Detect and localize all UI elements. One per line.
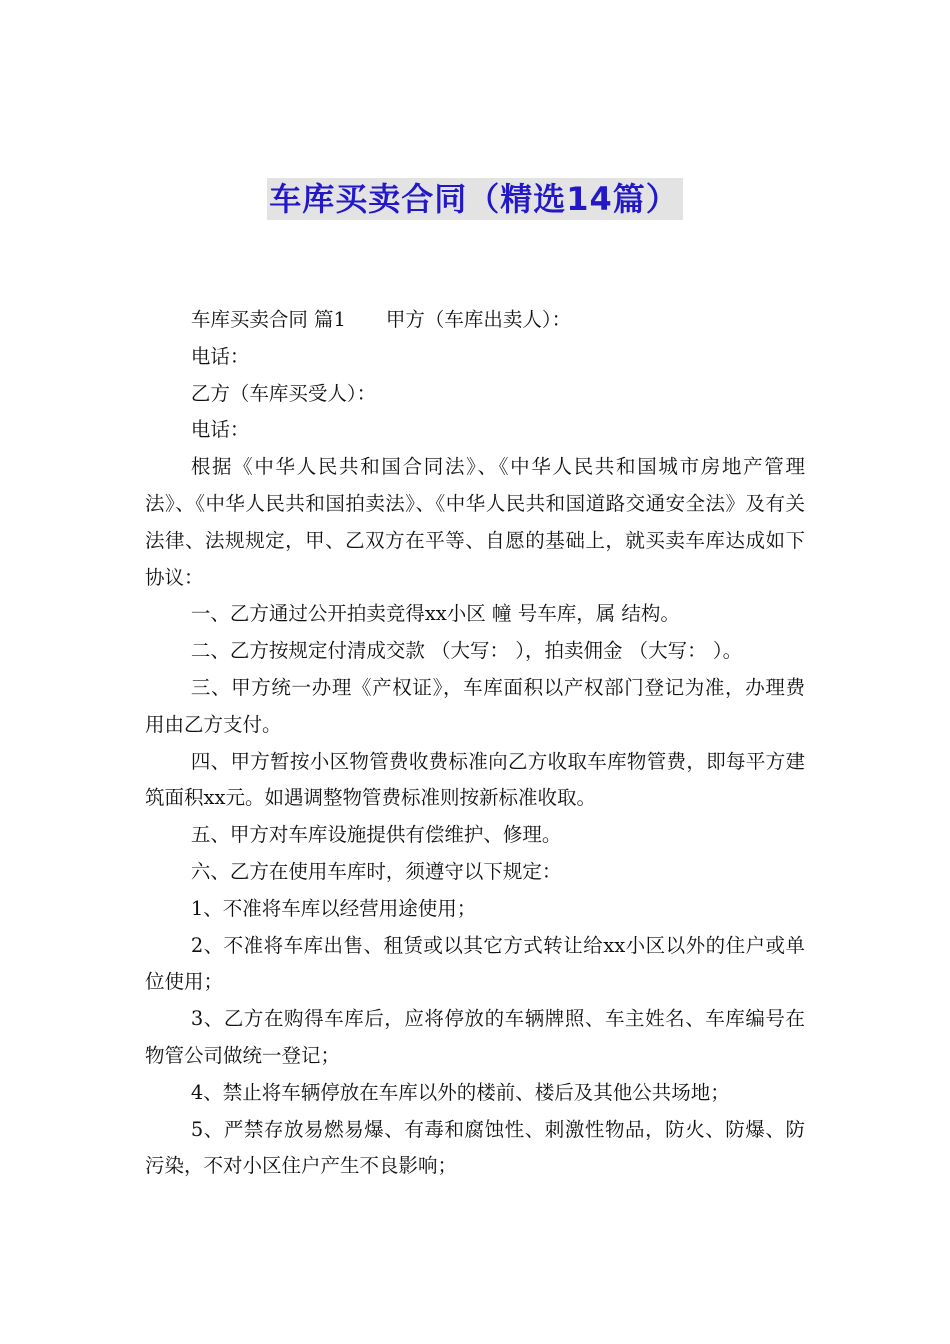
- paragraph-rule-3: 3、乙方在购得车库后，应将停放的车辆牌照、车主姓名、车库编号在物管公司做统一登记；: [145, 1007, 805, 1067]
- phone-b-line: 电话：: [190, 418, 250, 442]
- document-title: 车库买卖合同（精选14篇）: [267, 178, 683, 220]
- document-body: [145, 302, 805, 1185]
- paragraph-clause-3: 三、甲方统一办理《产权证》，车库面积以产权部门登记为准，办理费用由乙方支付。: [145, 675, 805, 736]
- phone-a-line: 电话：: [190, 344, 250, 368]
- paragraph-rule-2: 2、不准将车库出售、租赁或以其它方式转让给xx小区以外的住户或单位使用；: [145, 933, 805, 994]
- paragraph-clause-5: 五、甲方对车库设施提供有偿维护、修理。: [190, 823, 562, 847]
- intro-line: [145, 302, 805, 339]
- paragraph-rule-1: 1、不准将车库以经营用途使用；: [190, 896, 477, 920]
- paragraph-rule-4: 4、禁止将车辆停放在车库以外的楼前、楼后及其他公共场地；: [190, 1080, 730, 1104]
- party-a-label: 甲方（车库出卖人）：: [385, 308, 572, 331]
- paragraph-rule-5: 5、严禁存放易燃易爆、有毒和腐蚀性、刺激性物品，防火、防爆、防污染，不对小区住户产生不良影响；: [145, 1117, 805, 1178]
- paragraph-clause-2: 二、乙方按规定付清成交款 （大写： ），拍卖佣金 （大写： ）。: [190, 639, 743, 663]
- party-b-line: 乙方（车库买受人）：: [190, 381, 377, 405]
- paragraph-clause-4: 四、甲方暂按小区物管费收费标准向乙方收取车库物管费，即每平方建筑面积xx元。如遇调整物管费标准则按新标准收取。: [145, 749, 805, 810]
- paragraph-preamble: 根据《中华人民共和国合同法》、《中华人民共和国城市房地产管理法》、《中华人民共和国拍卖法》、《中华人民共和国道路交通安全法》及有关法律、法规规定，甲、乙双方在平等、自愿的基础上，就买卖车库达成如下协议：: [145, 455, 805, 589]
- section-heading: 车库买卖合同 篇1: [190, 308, 346, 331]
- paragraph-clause-1: 一、乙方通过公开拍卖竞得xx小区 幢 号车库，属 结构。: [190, 602, 680, 626]
- title-container: [0, 178, 950, 220]
- paragraph-clause-6: 六、乙方在使用车库时，须遵守以下规定：: [190, 859, 562, 883]
